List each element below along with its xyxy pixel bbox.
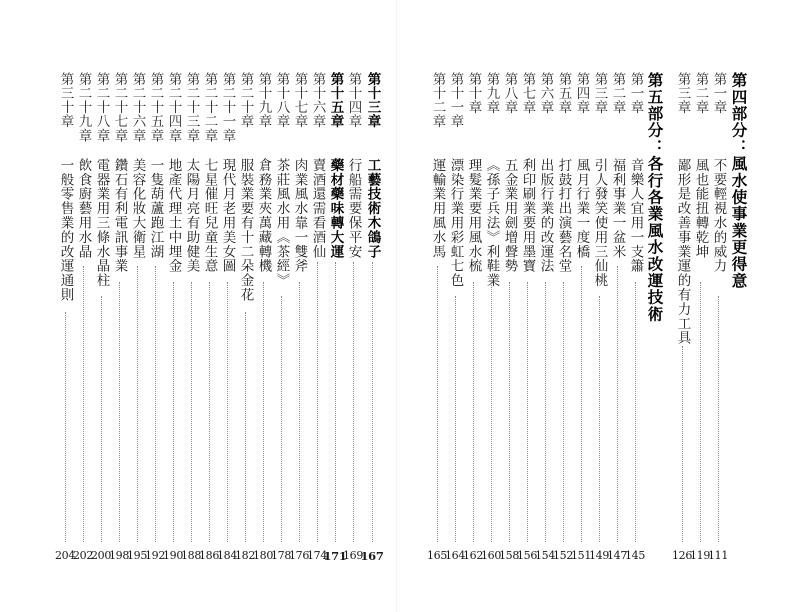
chapter-number: 第二十八章 xyxy=(93,72,110,143)
toc-entry xyxy=(361,0,383,612)
chapter-number: 第十二章 xyxy=(429,72,446,129)
toc-right-page xyxy=(396,0,793,612)
chapter-number: 第五章 xyxy=(555,72,572,115)
dot-leader xyxy=(65,312,66,542)
chapter-title: 不要輕視水的威力 xyxy=(710,158,727,274)
chapter-number: 第二章 xyxy=(609,72,626,115)
chapter-number: 第二十七章 xyxy=(111,72,128,143)
page-number: 126 xyxy=(671,549,693,562)
page-number: 190 xyxy=(162,549,184,562)
chapter-number: 第十九章 xyxy=(255,72,272,129)
chapter-number: 第十一章 xyxy=(447,72,464,129)
dot-leader xyxy=(245,312,246,542)
chapter-title: 運輸業用風水馬 xyxy=(429,158,446,259)
chapter-title: 風月行業一度橋 xyxy=(573,158,590,259)
dot-leader xyxy=(155,266,156,542)
chapter-number: 第二十九章 xyxy=(75,72,92,143)
dot-leader xyxy=(209,282,210,542)
dot-leader xyxy=(617,266,618,542)
chapter-title: 肉業風水靠一雙斧 xyxy=(291,158,308,274)
chapter-title: 出版行業的改運法 xyxy=(537,158,554,274)
page-number: 182 xyxy=(234,549,256,562)
chapter-title: 賣酒還需看酒仙 xyxy=(309,158,326,259)
page-number: 184 xyxy=(216,549,238,562)
chapter-title: 倉務業夾萬藏轉機 xyxy=(255,158,272,274)
dot-leader xyxy=(101,296,102,542)
chapter-title: 飲食廚藝用水晶 xyxy=(75,158,92,259)
chapter-title: 五金業用劍增聲勢 xyxy=(501,158,518,274)
chapter-title: 引人發笑使用三仙桃 xyxy=(591,158,608,288)
dot-leader xyxy=(635,282,636,542)
dot-leader xyxy=(682,346,683,542)
dot-leader xyxy=(599,296,600,542)
chapter-title: 美容化妝大衛星 xyxy=(129,158,146,259)
dot-leader xyxy=(372,262,373,542)
chapter-number: 第十四章 xyxy=(345,72,362,129)
page-number: 156 xyxy=(516,549,538,562)
dot-leader xyxy=(455,296,456,542)
page-number: 180 xyxy=(252,549,274,562)
chapter-title: 服裝業要有十二朵金花 xyxy=(237,158,254,302)
dot-leader xyxy=(299,282,300,542)
page-number: 152 xyxy=(552,549,574,562)
page-number: 176 xyxy=(288,549,310,562)
dot-leader xyxy=(137,266,138,542)
dot-leader xyxy=(353,262,354,542)
toc-left-page xyxy=(0,0,396,612)
chapter-number: 第四章 xyxy=(573,72,590,115)
page-number: 202 xyxy=(72,549,94,562)
toc-entry xyxy=(54,0,76,612)
chapter-number: 第二章 xyxy=(692,72,709,115)
chapter-number: 第二十六章 xyxy=(129,72,146,143)
chapter-title: 工藝技術木鴿子 xyxy=(364,158,381,259)
chapter-title: 現代月老用美女圖 xyxy=(219,158,236,274)
chapter-number: 第九章 xyxy=(483,72,500,115)
chapter-title: 太陽月亮有助健美 xyxy=(183,158,200,274)
chapter-title: 地產代理土中埋金 xyxy=(165,158,182,274)
chapter-number: 第二十二章 xyxy=(201,72,218,143)
dot-leader xyxy=(317,262,318,542)
chapter-number: 第二十四章 xyxy=(165,72,182,143)
page-number: 119 xyxy=(689,549,711,562)
page-number: 145 xyxy=(624,549,646,562)
chapter-number: 第七章 xyxy=(519,72,536,115)
dot-leader xyxy=(545,282,546,542)
chapter-number: 第十三章 xyxy=(364,72,381,129)
toc-section xyxy=(643,0,667,612)
chapter-title: 《孫子兵法》利鞋業 xyxy=(483,158,500,288)
chapter-number: 第十五章 xyxy=(327,72,344,129)
page-number: 154 xyxy=(534,549,556,562)
dot-leader xyxy=(263,282,264,542)
dot-leader xyxy=(191,282,192,542)
page-number: 195 xyxy=(126,549,148,562)
page-number: 158 xyxy=(498,549,520,562)
dot-leader xyxy=(563,282,564,542)
page-number: 174 xyxy=(306,549,328,562)
page-number: 198 xyxy=(108,549,130,562)
chapter-number: 第二十三章 xyxy=(183,72,200,143)
chapter-number: 第十八章 xyxy=(273,72,290,129)
chapter-number: 第一章 xyxy=(627,72,644,115)
page-number: 162 xyxy=(462,549,484,562)
dot-leader xyxy=(119,282,120,542)
chapter-title: 福利事業一盆米 xyxy=(609,158,626,259)
chapter-number: 第三十章 xyxy=(57,72,74,129)
page-number: 169 xyxy=(342,549,364,562)
dot-leader xyxy=(581,266,582,542)
page-number: 204 xyxy=(54,549,76,562)
chapter-title: 行船需要保平安 xyxy=(345,158,362,259)
page-number: 111 xyxy=(707,549,729,562)
section-heading: 第五部分：各行各業風水改運技術 xyxy=(645,72,665,323)
chapter-title: 七星催旺兒童生意 xyxy=(201,158,218,274)
chapter-title: 理髮業要用風水梳 xyxy=(465,158,482,274)
dot-leader xyxy=(718,296,719,542)
chapter-title: 打鼓打出演藝名堂 xyxy=(555,158,572,274)
chapter-number: 第三章 xyxy=(674,72,691,115)
chapter-number: 第二十五章 xyxy=(147,72,164,143)
dot-leader xyxy=(473,282,474,542)
chapter-title: 風也能扭轉乾坤 xyxy=(692,158,709,259)
chapter-number: 第十六章 xyxy=(309,72,326,129)
page-number: 178 xyxy=(270,549,292,562)
page-number: 149 xyxy=(588,549,610,562)
chapter-title: 電器業用三條水晶柱 xyxy=(93,158,110,288)
page-number: 164 xyxy=(444,549,466,562)
dot-leader xyxy=(437,266,438,542)
page-number: 171 xyxy=(323,549,347,563)
dot-leader xyxy=(509,282,510,542)
chapter-title: 利印刷業要用墨寶 xyxy=(519,158,536,274)
chapter-number: 第二十章 xyxy=(237,72,254,129)
page-number: 167 xyxy=(360,549,384,563)
page-number: 160 xyxy=(480,549,502,562)
chapter-title: 漂染行業用彩虹七色 xyxy=(447,158,464,288)
chapter-title: 一隻葫蘆跑江湖 xyxy=(147,158,164,259)
chapter-title: 茶莊風水用《茶經》 xyxy=(273,158,290,288)
dot-leader xyxy=(83,266,84,542)
chapter-number: 第十七章 xyxy=(291,72,308,129)
toc-entry xyxy=(707,0,729,612)
chapter-title: 鄙形是改善事業運的有力工具 xyxy=(674,158,691,346)
dot-leader xyxy=(527,282,528,542)
page-number: 165 xyxy=(426,549,448,562)
chapter-number: 第二十一章 xyxy=(219,72,236,143)
page-number: 192 xyxy=(144,549,166,562)
dot-leader xyxy=(227,282,228,542)
chapter-title: 一般零售業的改運通則 xyxy=(57,158,74,302)
dot-leader xyxy=(700,282,701,542)
chapter-title: 音樂人宜用一支簫 xyxy=(627,158,644,274)
chapter-title: 藥材藥味轉大運 xyxy=(327,158,344,259)
chapter-number: 第八章 xyxy=(501,72,518,115)
dot-leader xyxy=(173,282,174,542)
dot-leader xyxy=(281,296,282,542)
chapter-number: 第十章 xyxy=(465,72,482,115)
toc-section xyxy=(727,0,751,612)
dot-leader xyxy=(491,282,492,542)
page-number: 188 xyxy=(180,549,202,562)
page-number: 200 xyxy=(90,549,112,562)
chapter-number: 第一章 xyxy=(710,72,727,115)
dot-leader xyxy=(335,262,336,542)
chapter-number: 第三章 xyxy=(591,72,608,115)
chapter-title: 鑽石有利電訊事業 xyxy=(111,158,128,274)
section-heading: 第四部分：風水使事業更得意 xyxy=(729,72,749,290)
page-number: 186 xyxy=(198,549,220,562)
page-number: 147 xyxy=(606,549,628,562)
page-number: 151 xyxy=(570,549,592,562)
chapter-number: 第六章 xyxy=(537,72,554,115)
